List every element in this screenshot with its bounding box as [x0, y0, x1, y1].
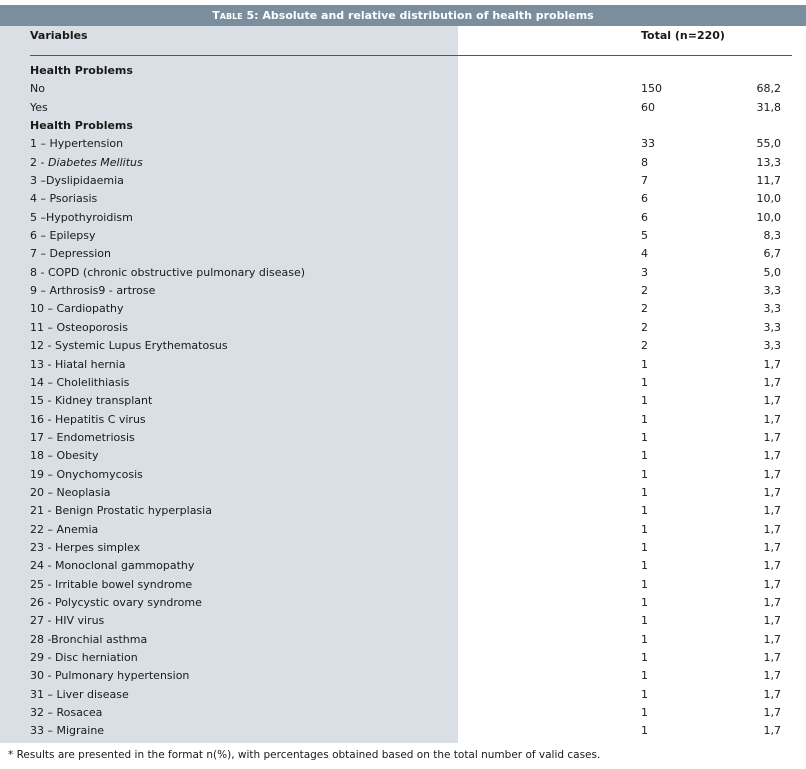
table-row	[0, 502, 806, 520]
table-row	[0, 135, 806, 153]
header-variables: Variables	[30, 29, 88, 42]
row-label: 4 – Psoriasis	[30, 192, 98, 206]
row-label: 16 - Hepatitis C virus	[30, 412, 146, 426]
row-percent: 1,7	[763, 375, 781, 389]
row-percent: 1,7	[763, 595, 781, 609]
row-count: 1	[641, 559, 648, 573]
row-label: 12 - Systemic Lupus Erythematosus	[30, 339, 228, 353]
row-label: 27 - HIV virus	[30, 614, 105, 628]
table-row	[0, 154, 806, 172]
row-percent: 1,7	[763, 485, 781, 499]
row-label: 19 – Onychomycosis	[30, 467, 143, 481]
row-label: 8 - COPD (chronic obstructive pulmonary disease)	[30, 265, 305, 279]
row-percent: 3,3	[763, 302, 781, 316]
table-row	[0, 612, 806, 630]
row-percent: 3,3	[763, 339, 781, 353]
row-percent: 1,7	[763, 724, 781, 738]
row-percent: 1,7	[763, 449, 781, 463]
table-row	[0, 686, 806, 704]
table-row	[0, 576, 806, 594]
row-label: 1 – Hypertension	[30, 137, 124, 151]
row-count: 2	[641, 320, 648, 334]
row-label: 7 – Depression	[30, 247, 111, 261]
table-row	[0, 227, 806, 245]
row-count: 6	[641, 192, 648, 206]
header-total: Total (n=220)	[641, 29, 725, 42]
table-row	[0, 337, 806, 355]
section-heading-row	[0, 62, 806, 80]
row-count: 1	[641, 485, 648, 499]
row-label: 28 -Bronchial asthma	[30, 632, 148, 646]
table-row	[0, 172, 806, 190]
row-percent: 5,0	[763, 265, 781, 279]
row-percent: 1,7	[763, 504, 781, 518]
row-count: 1	[641, 540, 648, 554]
table-row	[0, 190, 806, 208]
table-row	[0, 704, 806, 722]
section-heading-row	[0, 117, 806, 135]
table-row	[0, 429, 806, 447]
table-row	[0, 667, 806, 685]
row-count: 1	[641, 522, 648, 536]
row-percent: 31,8	[756, 100, 781, 114]
row-percent: 10,0	[756, 210, 781, 224]
row-label: 33 – Migraine	[30, 724, 105, 738]
row-label: 2 - Diabetes Mellitus	[30, 155, 143, 169]
row-label: 17 – Endometriosis	[30, 430, 135, 444]
row-label: 30 - Pulmonary hypertension	[30, 669, 190, 683]
row-label: 14 – Cholelithiasis	[30, 375, 130, 389]
row-label: 11 – Osteoporosis	[30, 320, 128, 334]
row-percent: 68,2	[756, 82, 781, 96]
table-row	[0, 557, 806, 575]
row-label: 10 – Cardiopathy	[30, 302, 124, 316]
table-row	[0, 521, 806, 539]
row-count: 1	[641, 449, 648, 463]
row-count: 1	[641, 614, 648, 628]
row-percent: 1,7	[763, 430, 781, 444]
row-count: 7	[641, 174, 648, 188]
row-label: 25 - Irritable bowel syndrome	[30, 577, 193, 591]
row-count: 150	[641, 82, 662, 96]
row-percent: 1,7	[763, 540, 781, 554]
table-row	[0, 411, 806, 429]
table-row	[0, 539, 806, 557]
row-percent: 10,0	[756, 192, 781, 206]
table-row	[0, 722, 806, 740]
table-row	[0, 594, 806, 612]
table-body	[0, 62, 806, 741]
row-count: 1	[641, 651, 648, 664]
table-row	[0, 282, 806, 300]
row-label: Health Problems	[30, 64, 133, 77]
row-label: 6 – Epilepsy	[30, 229, 96, 243]
row-percent: 1,7	[763, 522, 781, 536]
row-count: 1	[641, 467, 648, 481]
row-label: 23 - Herpes simplex	[30, 540, 141, 554]
row-label: 9 – Arthrosis9 - artrose	[30, 284, 156, 298]
table-row	[0, 99, 806, 117]
row-count: 1	[641, 687, 648, 701]
table-row	[0, 300, 806, 318]
row-label: 5 –Hypothyroidism	[30, 210, 133, 224]
row-percent: 1,7	[763, 559, 781, 573]
row-percent: 11,7	[756, 174, 781, 188]
row-label: 13 - Hiatal hernia	[30, 357, 126, 371]
table-row	[0, 264, 806, 282]
row-label: Health Problems	[30, 119, 133, 133]
row-percent: 1,7	[763, 651, 781, 664]
row-label: 15 - Kidney transplant	[30, 394, 153, 408]
row-label: 22 – Anemia	[30, 522, 99, 536]
row-percent: 1,7	[763, 706, 781, 720]
row-percent: 55,0	[756, 137, 781, 151]
table-title	[0, 5, 806, 26]
table-row	[0, 80, 806, 98]
table-footnote: * Results are presented in the format n(%), with percentages obtained based on the total number of valid cases.	[8, 749, 601, 761]
table-row	[0, 319, 806, 337]
row-count: 1	[641, 504, 648, 518]
row-count: 5	[641, 229, 648, 243]
row-count: 1	[641, 375, 648, 389]
row-percent: 13,3	[756, 155, 781, 169]
table-row	[0, 649, 806, 667]
row-label: 29 - Disc herniation	[30, 651, 138, 664]
row-label: 24 - Monoclonal gammopathy	[30, 559, 195, 573]
row-count: 1	[641, 577, 648, 591]
row-count: 3	[641, 265, 648, 279]
row-count: 60	[641, 100, 655, 114]
table-row	[0, 374, 806, 392]
row-count: 2	[641, 339, 648, 353]
row-label: 18 – Obesity	[30, 449, 99, 463]
row-count: 1	[641, 394, 648, 408]
row-count: 6	[641, 210, 648, 224]
row-label: 3 –Dyslipidaemia	[30, 174, 124, 188]
row-percent: 3,3	[763, 284, 781, 298]
row-label: No	[30, 82, 45, 96]
row-label: 31 – Liver disease	[30, 687, 129, 701]
row-label: 21 - Benign Prostatic hyperplasia	[30, 504, 212, 518]
table-row	[0, 356, 806, 374]
row-count: 4	[641, 247, 648, 261]
table-title-text: Absolute and relative distribution of health problems	[262, 9, 594, 22]
table-row	[0, 209, 806, 227]
table-row	[0, 245, 806, 263]
row-percent: 1,7	[763, 577, 781, 591]
table-row	[0, 392, 806, 410]
row-percent: 1,7	[763, 394, 781, 408]
row-count: 33	[641, 137, 655, 151]
row-percent: 1,7	[763, 467, 781, 481]
row-count: 1	[641, 724, 648, 738]
row-count: 1	[641, 669, 648, 683]
row-label: 26 - Polycystic ovary syndrome	[30, 595, 202, 609]
row-percent: 1,7	[763, 412, 781, 426]
row-count: 1	[641, 632, 648, 646]
row-count: 1	[641, 357, 648, 371]
row-percent: 1,7	[763, 632, 781, 646]
table-row	[0, 447, 806, 465]
row-percent: 1,7	[763, 687, 781, 701]
row-percent: 1,7	[763, 357, 781, 371]
table-row	[0, 484, 806, 502]
row-label: 20 – Neoplasia	[30, 485, 111, 499]
row-count: 2	[641, 284, 648, 298]
row-count: 1	[641, 412, 648, 426]
row-percent: 8,3	[763, 229, 781, 243]
row-count: 8	[641, 155, 648, 169]
row-label: Yes	[30, 100, 48, 114]
row-percent: 3,3	[763, 320, 781, 334]
table-row	[0, 631, 806, 649]
header-divider	[30, 55, 792, 56]
row-percent: 1,7	[763, 669, 781, 683]
table-number: Table 5:	[212, 9, 259, 22]
table-row	[0, 466, 806, 484]
row-percent: 1,7	[763, 614, 781, 628]
row-count: 2	[641, 302, 648, 316]
row-count: 1	[641, 706, 648, 720]
row-label: 32 – Rosacea	[30, 706, 103, 720]
row-count: 1	[641, 595, 648, 609]
row-percent: 6,7	[763, 247, 781, 261]
row-count: 1	[641, 430, 648, 444]
